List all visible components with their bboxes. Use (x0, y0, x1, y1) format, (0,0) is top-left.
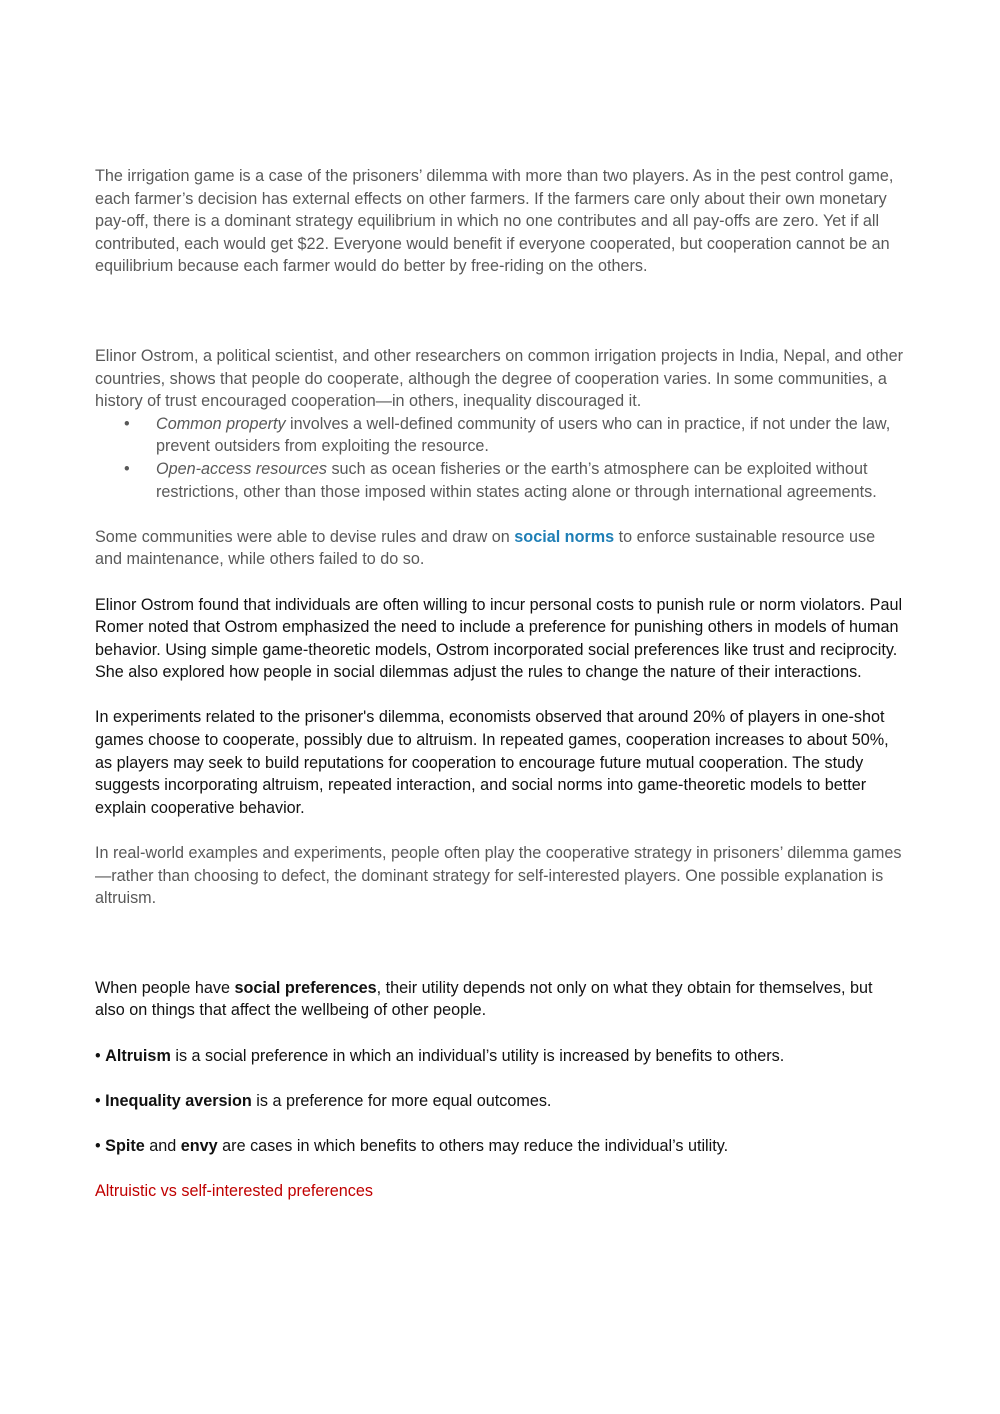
paragraph-irrigation-game: The irrigation game is a case of the prisoners’ dilemma with more than two players. As in the pest control game, each farmer’s decision has external effects on other farmers. If the farmers care only about their own monetary pay-off, there is a dominant strategy equilibrium in which no one contributes and all pay-offs are zero. Yet if all contributed, each would get $22. Everyone would benefit if everyone cooperated, but cooperation cannot be an equilibrium because each farmer would do better by free-riding on the others. (95, 167, 894, 276)
document-body (95, 165, 905, 1203)
term-open-access: Open-access resources (156, 459, 327, 478)
spacer (95, 571, 905, 594)
paragraph-social-preferences (95, 977, 905, 1022)
text-run: are cases in which benefits to others may reduce the individual’s utility. (217, 1136, 729, 1155)
social-norms-link[interactable]: social norms (514, 527, 615, 546)
spacer (95, 1158, 905, 1181)
paragraph-experiments: In experiments related to the prisoner's dilemma, economists observed that around 20% of players in one-shot games choose to cooperate, possibly due to altruism. In repeated games, cooperation increases to about 50%, as players may seek to build reputations for cooperation to encourage future mutual cooperation. The study suggests incorporating altruism, repeated interaction, and social norms into game-theoretic models to better explain cooperative behavior. (95, 708, 889, 817)
list-item-text: involves a well-defined community of users who can in practice, if not under the law, prevent outsiders from exploiting the resource. (156, 414, 891, 456)
list-item-common-property (95, 413, 905, 458)
bullet-icon: • (124, 414, 130, 433)
list-item-text: such as ocean fisheries or the earth’s atmosphere can be exploited without restrictions, other than those imposed within states acting alone or through international agreements. (156, 459, 877, 501)
list-item-open-access (95, 458, 905, 503)
definition-inequality-aversion (95, 1090, 905, 1113)
altruistic-preferences-link[interactable]: Altruistic vs self-interested preferences (95, 1182, 373, 1201)
text-run: is a preference for more equal outcomes. (251, 1091, 552, 1110)
text-run: is a social preference in which an individual’s utility is increased by benefits to others. (170, 1046, 785, 1065)
text-run: Some communities were able to devise rules and draw on (95, 527, 515, 546)
paragraph-social-norms (95, 526, 905, 571)
resource-types-list (95, 413, 905, 503)
term-altruism: Altruism (105, 1046, 171, 1065)
text-run: , their utility depends not only on what they obtain for themselves, but also on things that affect the wellbeing of other people. (95, 978, 873, 1020)
paragraph-altruism-explanation: In real-world examples and experiments, people often play the cooperative strategy in prisoners’ dilemma games—rather than choosing to defect, the dominant strategy for self-interested players. One possible explanation is altruism. (95, 844, 902, 908)
definition-altruism (95, 1045, 905, 1068)
term-common-property: Common property (156, 414, 286, 433)
term-inequality-aversion: Inequality aversion (105, 1091, 252, 1110)
bullet-icon: • (95, 1046, 101, 1065)
term-social-preferences: social preferences (234, 978, 377, 997)
text-run: When people have (95, 978, 235, 997)
text-run: to enforce sustainable resource use and maintenance, while others failed to do so. (95, 527, 876, 569)
spacer (95, 684, 905, 707)
bullet-icon: • (124, 459, 130, 478)
spacer (95, 503, 905, 526)
text-run: and (144, 1136, 181, 1155)
spacer (95, 278, 905, 345)
paragraph-ostrom-research: Elinor Ostrom, a political scientist, and other researchers on common irrigation projects in India, Nepal, and other countries, shows that people do cooperate, although the degree of cooperation varies. In some communities, a history of trust encouraged cooperation—in others, inequality discouraged it. (95, 346, 903, 411)
spacer (95, 1112, 905, 1135)
bullet-icon: • (95, 1091, 101, 1110)
bullet-icon: • (95, 1136, 101, 1155)
spacer (95, 1022, 905, 1045)
term-spite: Spite (105, 1136, 145, 1155)
definition-spite-envy (95, 1135, 905, 1158)
term-envy: envy (180, 1136, 218, 1155)
paragraph-ostrom-punishment: Elinor Ostrom found that individuals are often willing to incur personal costs to punish rule or norm violators. Paul Romer noted that Ostrom emphasized the need to include a preference for punishing others in models of human behavior. Using simple game-theoretic models, Ostrom incorporated social preferences like trust and reciprocity. She also explored how people in social dilemmas adjust the rules to change the nature of their interactions. (95, 595, 903, 682)
spacer (95, 1067, 905, 1090)
spacer (95, 819, 905, 842)
spacer (95, 910, 905, 977)
